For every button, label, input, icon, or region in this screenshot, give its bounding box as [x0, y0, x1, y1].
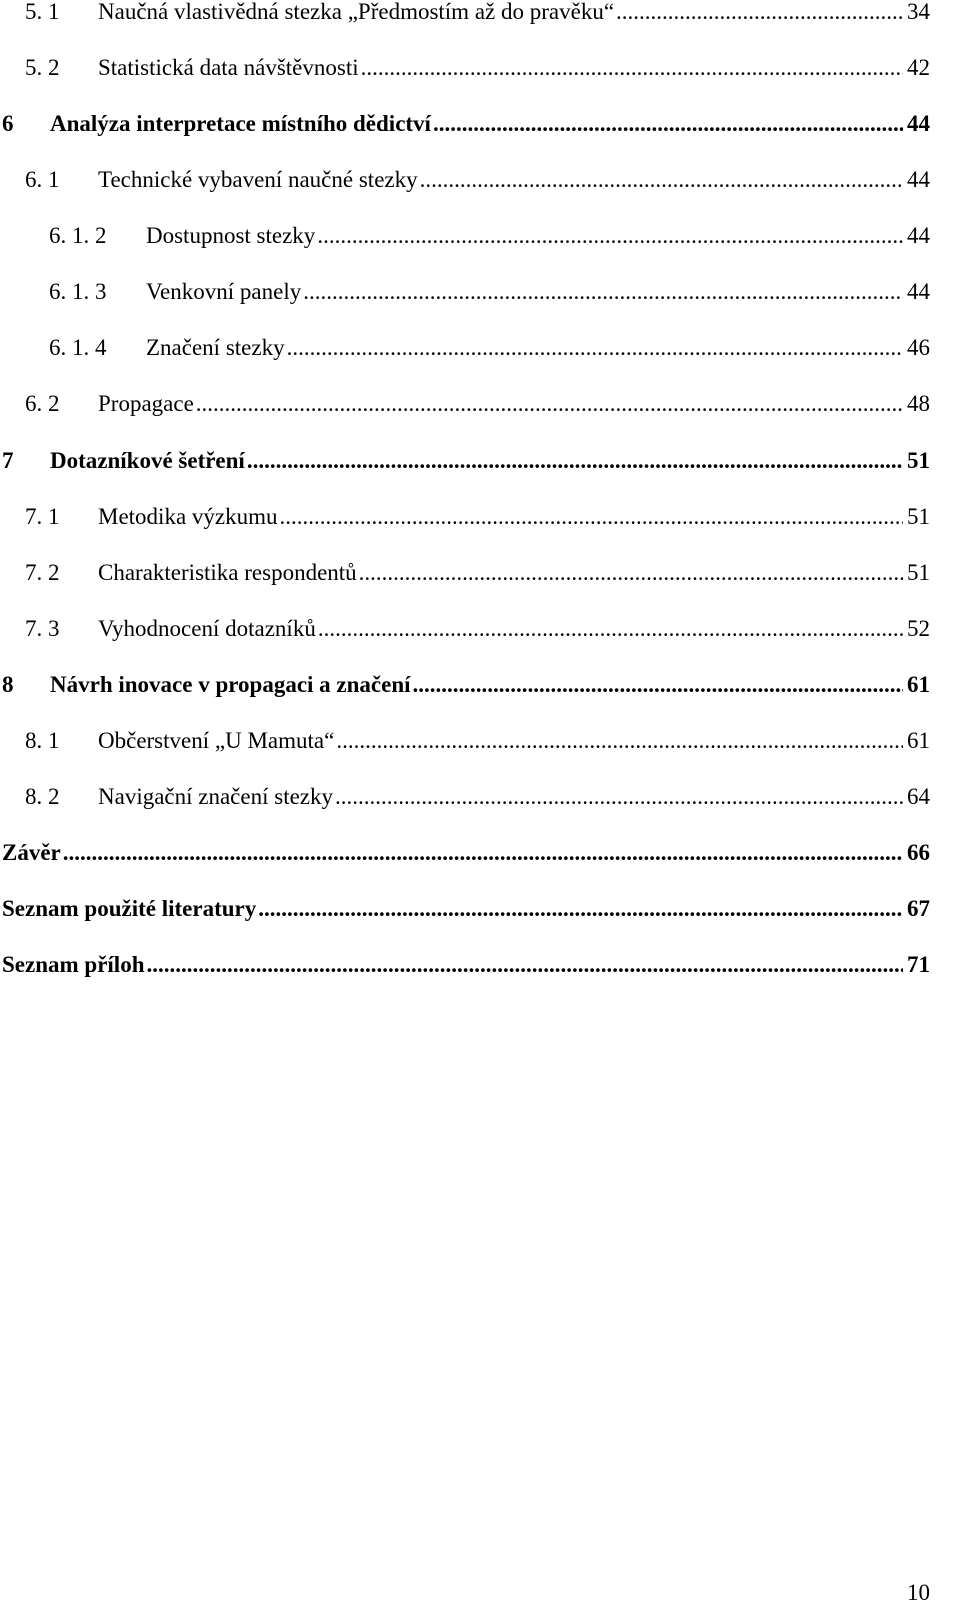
toc-entry-6-1-2[interactable] — [49, 221, 930, 251]
toc-entry-title: Značení stezky — [146, 333, 287, 363]
toc-entry-8[interactable] — [2, 670, 930, 700]
toc-entry-title: Občerstvení „U Mamuta“ — [98, 726, 336, 756]
toc-entry-8-1[interactable] — [25, 726, 930, 756]
toc-entry-number: 7. 1 — [25, 504, 60, 529]
toc-dot-leader — [303, 277, 903, 307]
toc-dot-leader — [616, 0, 903, 27]
toc-entry-page: 44 — [903, 277, 930, 307]
toc-entry-title: Metodika výzkumu — [98, 502, 280, 532]
toc-entry-page: 44 — [903, 109, 930, 139]
toc-entry-number: 5. 2 — [25, 55, 60, 80]
toc-entry-6-1-4[interactable] — [49, 333, 930, 363]
toc-entry-number: 6. 1. 3 — [49, 279, 107, 304]
toc-entry-5-1[interactable] — [25, 0, 930, 27]
toc-entry-title: Statistická data návštěvnosti — [98, 53, 361, 83]
toc-entry-page: 34 — [903, 0, 930, 27]
toc-entry-page: 42 — [903, 53, 930, 83]
toc-dot-leader — [63, 838, 903, 868]
toc-dot-leader — [433, 109, 903, 139]
toc-entry-title: Návrh inovace v propagaci a značení — [50, 670, 413, 700]
toc-entry-page: 44 — [903, 221, 930, 251]
toc-entry-title: Analýza interpretace místního dědictví — [50, 109, 433, 139]
toc-entry-7-1[interactable] — [25, 502, 930, 532]
toc-entry-7-2[interactable] — [25, 558, 930, 588]
toc-entry-7-3[interactable] — [25, 614, 930, 644]
toc-entry-number: 6. 1 — [25, 167, 60, 192]
toc-entry-literatura[interactable] — [2, 894, 930, 924]
toc-entry-page: 51 — [903, 502, 930, 532]
toc-entry-page: 67 — [903, 894, 930, 924]
toc-entry-page: 64 — [903, 782, 930, 812]
toc-dot-leader — [287, 333, 903, 363]
toc-entry-page: 44 — [903, 165, 930, 195]
toc-entry-number: 6. 2 — [25, 391, 60, 416]
toc-dot-leader — [420, 165, 903, 195]
toc-entry-number: 7. 3 — [25, 616, 60, 641]
toc-entry-title: Seznam použité literatury — [2, 894, 258, 924]
toc-entry-title: Vyhodnocení dotazníků — [98, 614, 318, 644]
toc-entry-6-1-3[interactable] — [49, 277, 930, 307]
toc-entry-page: 51 — [903, 446, 930, 476]
toc-entry-number: 6. 1. 2 — [49, 223, 107, 248]
toc-dot-leader — [359, 558, 903, 588]
toc-entry-number: 8. 2 — [25, 784, 60, 809]
toc-entry-number: 7. 2 — [25, 560, 60, 585]
toc-dot-leader — [413, 670, 903, 700]
page-number: 10 — [907, 1580, 930, 1605]
toc-entry-page: 51 — [903, 558, 930, 588]
toc-entry-title: Charakteristika respondentů — [98, 558, 359, 588]
toc-entry-number: 6. 1. 4 — [49, 335, 107, 360]
toc-entry-6-1[interactable] — [25, 165, 930, 195]
toc-entry-title: Závěr — [2, 838, 63, 868]
toc-dot-leader — [258, 894, 903, 924]
toc-dot-leader — [280, 502, 904, 532]
toc-entry-title: Navigační značení stezky — [98, 782, 335, 812]
toc-entry-title: Technické vybavení naučné stezky — [98, 165, 420, 195]
toc-dot-leader — [146, 950, 903, 980]
toc-entry-7[interactable] — [2, 446, 930, 476]
toc-entry-8-2[interactable] — [25, 782, 930, 812]
toc-entry-title: Dotazníkové šetření — [50, 446, 247, 476]
toc-dot-leader — [335, 782, 903, 812]
toc-entry-title: Dostupnost stezky — [146, 221, 317, 251]
toc-dot-leader — [317, 221, 903, 251]
toc-entry-number: 8. 1 — [25, 728, 60, 753]
toc-entry-page: 48 — [903, 389, 930, 419]
toc-entry-number: 5. 1 — [25, 0, 60, 24]
toc-dot-leader — [247, 446, 903, 476]
toc-entry-zaver[interactable] — [2, 838, 930, 868]
toc-entry-page: 66 — [903, 838, 930, 868]
toc-entry-page: 61 — [903, 726, 930, 756]
toc-entry-5-2[interactable] — [25, 53, 930, 83]
toc-entry-title: Venkovní panely — [146, 277, 303, 307]
toc-entry-page: 52 — [903, 614, 930, 644]
toc-entry-number: 8 — [2, 672, 14, 697]
toc-dot-leader — [361, 53, 903, 83]
toc-entry-number: 6 — [2, 111, 14, 136]
toc-dot-leader — [318, 614, 903, 644]
toc-entry-number: 7 — [2, 448, 14, 473]
toc-entry-page: 61 — [903, 670, 930, 700]
toc-dot-leader — [336, 726, 903, 756]
toc-entry-6-2[interactable] — [25, 389, 930, 419]
toc-entry-title: Seznam příloh — [2, 950, 146, 980]
toc-entry-prilohy[interactable] — [2, 950, 930, 980]
toc-entry-page: 46 — [903, 333, 930, 363]
toc-entry-page: 71 — [903, 950, 930, 980]
toc-dot-leader — [196, 389, 903, 419]
toc-entry-6[interactable] — [2, 109, 930, 139]
toc-entry-title: Propagace — [98, 389, 196, 419]
toc-entry-title: Naučná vlastivědná stezka „Předmostím až do pravěku“ — [98, 0, 616, 27]
